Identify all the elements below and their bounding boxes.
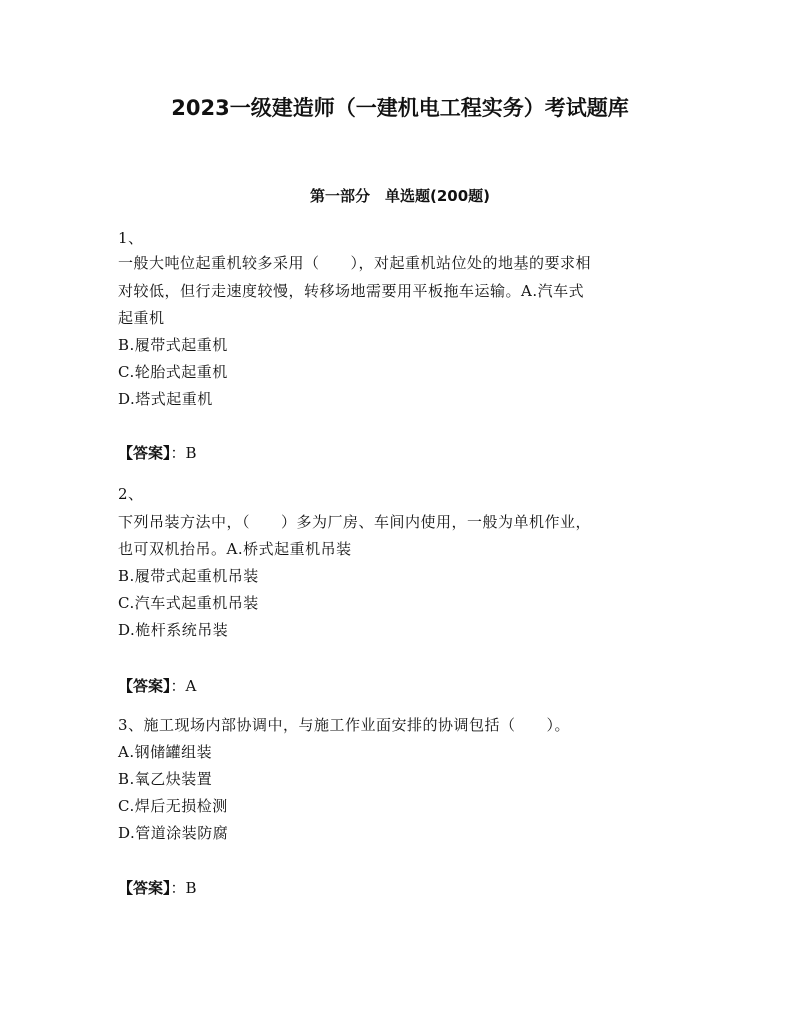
question-3-option-a: A.钢储罐组装 xyxy=(118,743,213,761)
answer-label: 【答案】 xyxy=(118,879,171,897)
answer-label: 【答案】 xyxy=(118,677,171,695)
question-1-stem-line-2: 对较低，但行走速度较慢，转移场地需要用平板拖车运输。A.汽车式 xyxy=(118,282,585,300)
question-1-answer xyxy=(118,441,197,465)
question-2-number: 2、 xyxy=(118,485,144,503)
question-1-stem-line-3: 起重机 xyxy=(118,309,165,327)
question-2-stem-line-2: 也可双机抬吊。A.桥式起重机吊装 xyxy=(118,540,352,558)
question-1-number: 1、 xyxy=(118,229,144,247)
question-3-option-c: C.焊后无损检测 xyxy=(118,797,228,815)
question-1-option-b: B.履带式起重机 xyxy=(118,336,228,354)
answer-value: ：A xyxy=(170,677,197,695)
question-2-option-b: B.履带式起重机吊装 xyxy=(118,567,259,585)
question-3-stem-line-1: 3、施工现场内部协调中，与施工作业面安排的协调包括（ ）。 xyxy=(118,716,571,734)
question-1-option-d: D.塔式起重机 xyxy=(118,390,213,408)
question-2-option-d: D.桅杆系统吊装 xyxy=(118,621,229,639)
answer-value: ：B xyxy=(170,879,197,897)
question-2-option-c: C.汽车式起重机吊装 xyxy=(118,594,259,612)
question-2-answer xyxy=(118,674,196,698)
answer-label: 【答案】 xyxy=(118,444,171,462)
question-3-option-d: D.管道涂装防腐 xyxy=(118,824,229,842)
question-2-stem-line-1: 下列吊装方法中，（ ）多为厂房、车间内使用，一般为单机作业， xyxy=(118,513,592,531)
question-3-answer xyxy=(118,876,197,900)
question-1-stem-line-1: 一般大吨位起重机较多采用（ ），对起重机站位处的地基的要求相 xyxy=(118,254,592,272)
section-title: 第一部分 单选题(200题) xyxy=(309,187,491,205)
answer-value: ：B xyxy=(170,444,197,462)
question-1-option-c: C.轮胎式起重机 xyxy=(118,363,228,381)
question-3-option-b: B.氧乙炔装置 xyxy=(118,770,213,788)
document-title: 2023一级建造师（一建机电工程实务）考试题库 xyxy=(171,96,629,120)
